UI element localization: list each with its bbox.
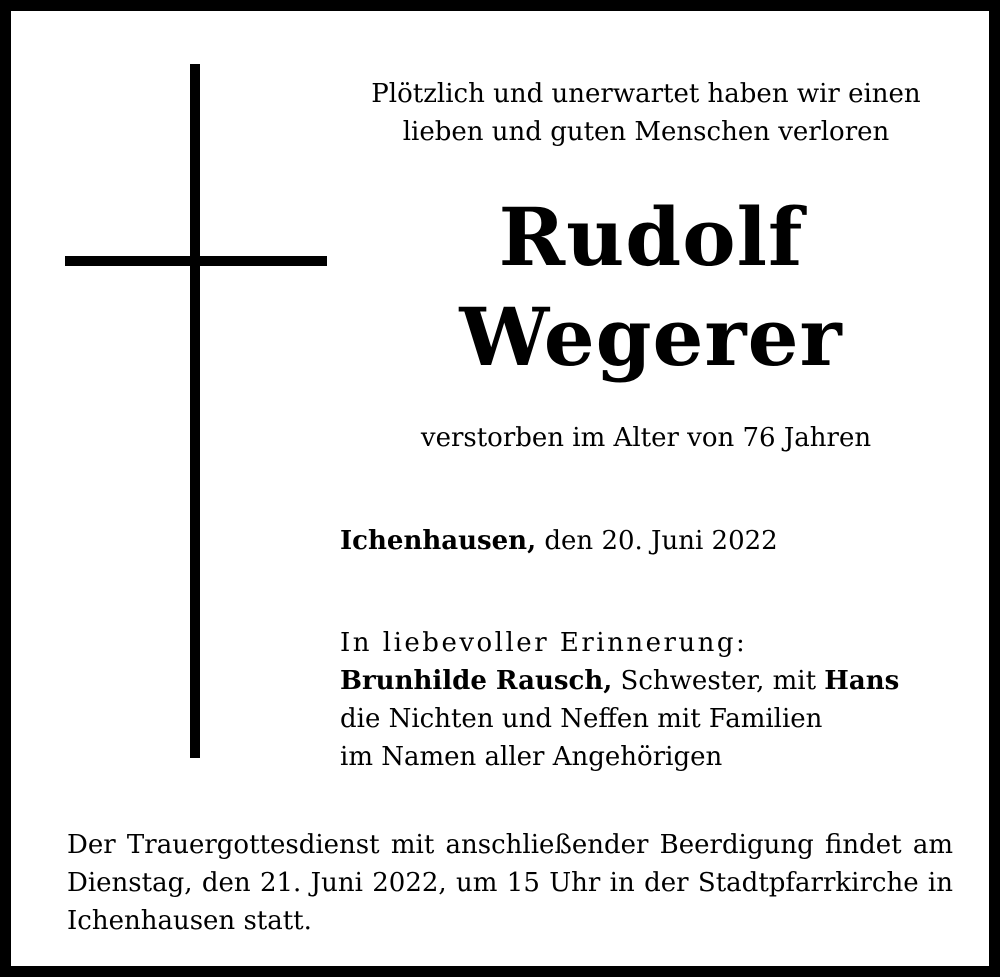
deceased-last-name: Wegerer [459, 290, 843, 384]
mourner-relation: Schwester, mit [612, 666, 825, 696]
place-date [340, 522, 960, 560]
age-line: verstorben im Alter von 76 Jahren [420, 423, 872, 453]
notice-date: den 20. Juni 2022 [536, 526, 778, 556]
place-name: Ichenhausen, [340, 526, 537, 556]
remembrance-line-2: die Nichten und Neffen mit Familien [340, 704, 823, 734]
intro-line-2: lieben und guten Menschen verloren [402, 117, 890, 147]
intro-text [331, 75, 961, 151]
cross-horizontal-bar [65, 256, 327, 266]
service-announcement: Der Trauergottesdienst mit anschließender Beerdigung findet am Dienstag, den 21. Juni 2022, um 15 Uhr in der Stadtpfarrkirche in Ichenhausen statt. [67, 830, 953, 936]
remembrance-block [340, 624, 960, 776]
deceased-name [391, 187, 911, 387]
remembrance-line-1 [340, 662, 960, 700]
intro-line-1: Plötzlich und unerwartet haben wir einen [371, 79, 921, 109]
remembrance-line-3: im Namen aller Angehörigen [340, 742, 723, 772]
deceased-first-name: Rudolf [498, 190, 804, 284]
mourner-name: Brunhilde Rausch, [340, 666, 613, 696]
cross-vertical-bar [190, 64, 200, 758]
remembrance-heading: In liebevoller Erinnerung: [340, 628, 748, 658]
mourner-partner: Hans [824, 666, 900, 696]
